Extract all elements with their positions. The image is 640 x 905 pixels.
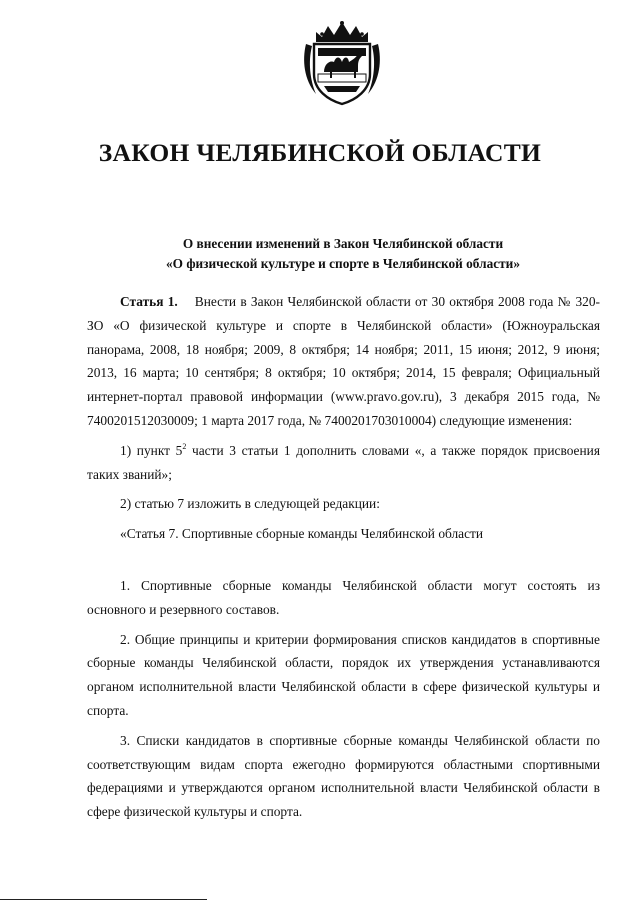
amendment-item-1 <box>87 439 600 487</box>
law-subtitle <box>0 234 640 274</box>
subtitle-line-2: «О физической культуре и спорте в Челябинской области» <box>166 256 520 271</box>
law-body <box>87 290 600 824</box>
article-1-label: Статья 1. <box>120 294 178 309</box>
amendment-item-2: 2) статью 7 изложить в следующей редакции: <box>120 496 380 512</box>
law-title: ЗАКОН ЧЕЛЯБИНСКОЙ ОБЛАСТИ <box>98 138 542 167</box>
item-1-prefix: 1) пункт 5 <box>120 442 183 458</box>
article-1-text: Внести в Закон Челябинской области от 30 октября 2008 года № 320-ЗО «О физической культуре и спорте в Челябинской области» (Южноуральская панорама, 2008, 18 ноября; 2009, 8 октября; 14 ноября; 2011, 15 июня; 2012, 9 июня; 2013, 16 марта; 10 сентября; 8 октября; 10 октября; 2014, 15 февраля; Официальный интернет-портал правовой информации (www.pravo.gov.ru), 3 декабря 2015 года, № 7400201512030009; 1 марта 2017 года, № 7400201703010004) следующие изменения: <box>87 294 600 428</box>
article-7-heading: «Статья 7. Спортивные сборные команды Челябинской области <box>120 526 484 542</box>
article-7-part-2: 2. Общие принципы и критерии формирования списков кандидатов в спортивные сборные команды Челябинской области, порядок их утверждения устанавливаются органом исполнительной власти Челябинской области в сфере физической культуры и спорта. <box>87 631 600 718</box>
footnote-divider <box>0 899 207 900</box>
item-1-suffix: части 3 статьи 1 дополнить словами «, а также порядок присвоения таких званий»; <box>87 442 600 482</box>
coat-of-arms-emblem <box>302 20 382 106</box>
article-7-part-3: 3. Списки кандидатов в спортивные сборные команды Челябинской области по соответствующим видам спорта ежегодно формируются областными спортивными федерациями и утверждаются органом исполнительной власти Челябинской области в сфере физической культуры и спорта. <box>87 732 600 820</box>
article-1-paragraph <box>87 290 600 433</box>
article-7-part-1: 1. Спортивные сборные команды Челябинской области могут состоять из основного и резервного составов. <box>87 577 600 617</box>
item-1-superscript: 2 <box>182 441 187 451</box>
subtitle-line-1: О внесении изменений в Закон Челябинской области <box>182 236 504 251</box>
